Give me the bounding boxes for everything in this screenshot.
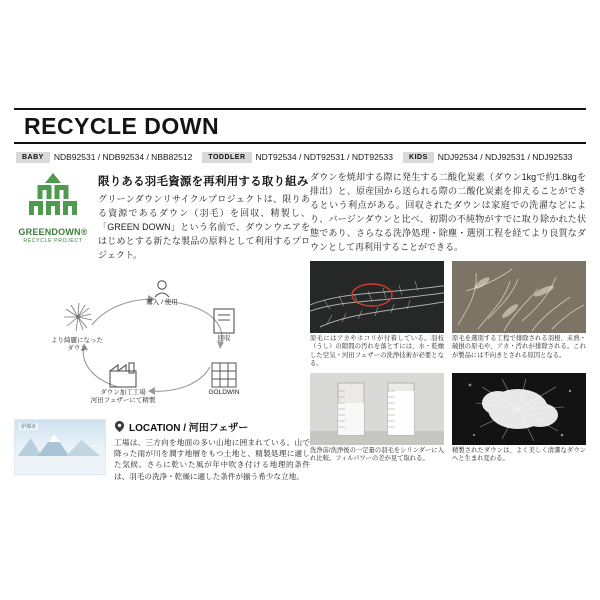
photo-cell-1 <box>310 261 444 369</box>
location-body: 工場は、三方向を地面の多い山地に囲まれている。山で降った雨が川を潤す地層をもつ土地と、精製処理に適した気候。さらに乾いた風が年中吹き付ける地理的条件は、羽毛の洗浄・乾燥に適した条件が揃う希少な立地。 <box>114 437 310 481</box>
brand-logo-subtitle: RECYCLE PROJECT <box>23 238 83 244</box>
right-column <box>310 171 586 483</box>
intro-text-block <box>98 171 310 263</box>
location-title: LOCATION / 河田フェザー <box>129 422 249 434</box>
location-photo <box>14 419 106 475</box>
right-lead-text: ダウンを焼却する際に発生する二酸化炭素（ダウン1kgで約1.8kgを排出）と、原産国から送られる際の二酸化炭素を抑えることができるという利点がある。回収されたダウンは家庭での洗濯などにより、バージンダウンと比べ、初期の不純物がすでに取り除かれた状態であり、さらなる洗浄処理・除塵・選別工程を経てより良質なダウンとして再利用することができる。 <box>310 172 586 252</box>
photo-cell-3 <box>310 373 444 464</box>
category-tag-kids: KIDS <box>403 152 434 163</box>
photo-caption-4: 精製されたダウンは、よく美しく清潔なダウンへと生まれ変わる。 <box>452 446 586 463</box>
photo-fill-power-cylinders <box>310 373 444 445</box>
page-title: RECYCLE DOWN <box>24 112 220 139</box>
product-codes-toddler: NDT92534 / NDT92531 / NDT92533 <box>255 152 394 162</box>
location-photo-caption: 伊那市 <box>21 423 37 430</box>
content-columns <box>14 171 586 483</box>
diagram-label-purchase: 購入 / 使用 <box>146 298 178 306</box>
product-codes-kids: NDJ92534 / NDJ92531 / NDJ92533 <box>437 152 573 162</box>
brand-logo-name: GREENDOWN® <box>18 227 88 237</box>
location-photo-field <box>15 456 105 474</box>
category-tag-baby: BABY <box>16 152 50 163</box>
brand-logo-block <box>14 171 92 263</box>
left-column <box>14 171 310 483</box>
diagram-label-collect: 回収 <box>217 334 231 342</box>
diagram-label-clean-down: より綺麗になった ダウン <box>51 336 103 352</box>
product-codes-baby: NDB92531 / NDB92534 / NBB82512 <box>53 152 193 162</box>
page-title-bar <box>14 108 586 144</box>
intro-body: グリーンダウンリサイクルプロジェクトは、限りある資源であるダウン（羽毛）を回収、精製し、「GREEN DOWN」という名前で、ダウンウエアをはじめとする新たな製品の原料として利用するプロジェクト。 <box>98 194 310 260</box>
diagram-label-factory: ダウン加工工場 河田フェザーにて精製 <box>90 388 156 404</box>
location-text <box>114 419 310 483</box>
location-block <box>14 419 310 483</box>
photo-clean-white-down <box>452 373 586 445</box>
photo-used-down-dirty <box>310 261 444 333</box>
recycle-cycle-diagram <box>14 267 310 415</box>
photo-cell-2 <box>452 261 586 369</box>
location-title-row <box>114 419 310 434</box>
map-pin-icon <box>114 421 125 432</box>
photo-feather-sorting <box>452 261 586 333</box>
photo-caption-2: 原毛を選別する工程で排除される羽根、未熟・破損の原毛や、アカ・汚れが排除される。これが製品には不向きとされる原因となる。 <box>452 334 586 359</box>
photo-caption-3: 洗浄前/洗浄後の一定量の羽毛をシリンダーに入れ比較。フィルパワーの差が見て取れる。 <box>310 446 444 463</box>
green-down-logo-icon <box>23 173 83 225</box>
photo-caption-1: 原毛にはアカやホコリが付着している。羽枝（うし）の隙間の汚れを落とすには、水・乾燥した空気・河田フェザーの洗浄技術が必要となる。 <box>310 334 444 368</box>
photo-cell-4 <box>452 373 586 464</box>
category-tag-toddler: TODDLER <box>202 152 251 163</box>
brand-intro-row <box>14 171 310 263</box>
photo-grid <box>310 261 586 464</box>
product-code-row <box>14 149 586 165</box>
document-sheet <box>14 108 586 492</box>
intro-heading: 限りある羽毛資源を再利用する取り組み <box>98 176 309 188</box>
diagram-label-goldwin: GOLDWIN <box>208 388 240 396</box>
